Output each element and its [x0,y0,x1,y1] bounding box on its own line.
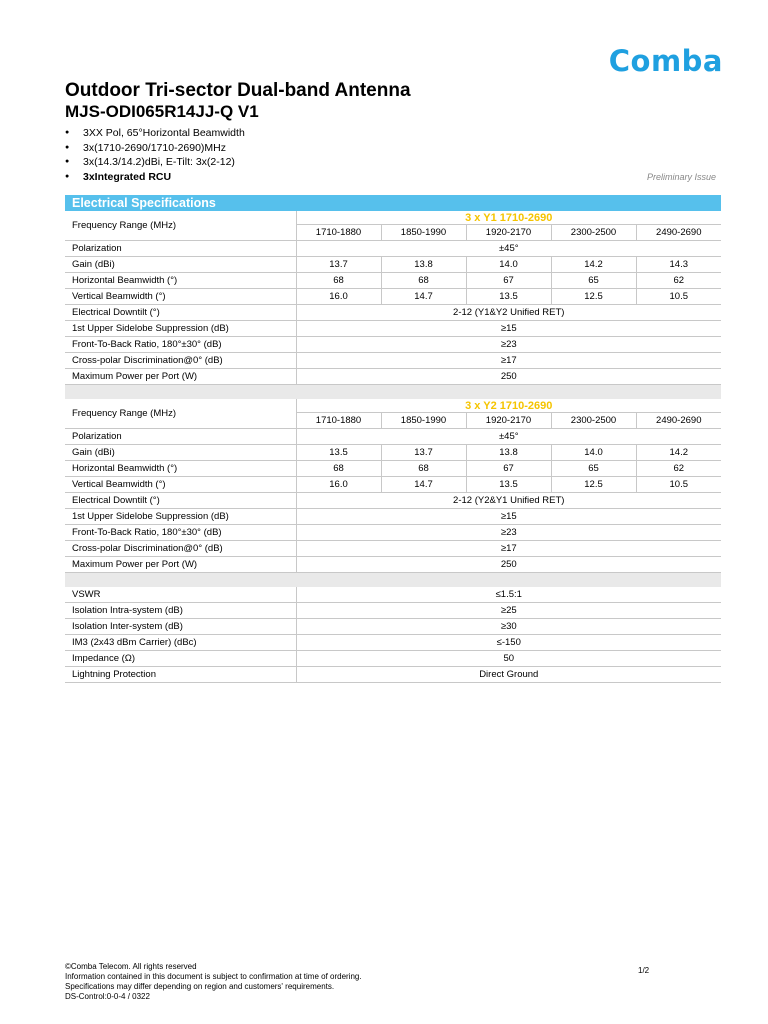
table-row [65,635,721,651]
row-label: VSWR [65,587,296,603]
row-label: Vertical Beamwidth (°) [65,289,296,305]
value-cell: 67 [466,273,551,289]
value-cell: 62 [636,273,721,289]
value-cell: ≥15 [296,509,721,525]
value-cell: 14.0 [551,445,636,461]
table-row [65,273,721,289]
table-row [65,321,721,337]
value-cell: 10.5 [636,289,721,305]
value-cell: ≥23 [296,337,721,353]
document-control: DS-Control:0-0-4 / 0322 [65,992,150,1001]
row-label: Gain (dBi) [65,257,296,273]
value-cell: ≥17 [296,353,721,369]
table-row [65,461,721,477]
value-cell: 13.8 [466,445,551,461]
table-row [65,651,721,667]
subband-cell: 2300-2500 [551,413,636,429]
row-label: Frequency Range (MHz) [65,399,296,429]
row-label: Maximum Power per Port (W) [65,369,296,385]
value-cell: 14.7 [381,289,466,305]
value-cell: 16.0 [296,477,381,493]
copyright-text: ©Comba Telecom. All rights reserved [65,962,197,971]
model-number: MJS-ODI065R14JJ-Q V1 [65,102,259,121]
table-row [65,619,721,635]
table-row [65,667,721,683]
row-label: Polarization [65,429,296,445]
row-label: Maximum Power per Port (W) [65,557,296,573]
row-label: Frequency Range (MHz) [65,211,296,241]
value-cell: 65 [551,461,636,477]
value-cell: 68 [381,273,466,289]
feature-item: ● 3XX Pol, 65°Horizontal Beamwidth [65,126,245,141]
table-spacer [65,573,721,588]
row-label: Electrical Downtilt (°) [65,305,296,321]
value-cell: ≤1.5:1 [296,587,721,603]
row-label: IM3 (2x43 dBm Carrier) (dBc) [65,635,296,651]
value-cell: 14.7 [381,477,466,493]
value-cell: 65 [551,273,636,289]
value-cell: 16.0 [296,289,381,305]
table-row [65,211,721,225]
value-cell: ≥17 [296,541,721,557]
subband-cell: 1710-1880 [296,413,381,429]
feature-item: ● 3x(14.3/14.2)dBi, E-Tilt: 3x(2-12) [65,155,245,170]
preliminary-note: Preliminary Issue [646,172,716,182]
table-spacer [65,385,721,400]
table-row [65,353,721,369]
value-cell: ≥15 [296,321,721,337]
table-row [65,509,721,525]
value-cell: 12.5 [551,289,636,305]
value-cell: ≥25 [296,603,721,619]
row-label: Front-To-Back Ratio, 180°±30° (dB) [65,525,296,541]
table-row [65,557,721,573]
table-row [65,587,721,603]
value-cell: 250 [296,557,721,573]
value-cell: Direct Ground [296,667,721,683]
document-title: Outdoor Tri-sector Dual-band Antenna [65,80,411,101]
value-cell: 2-12 (Y2&Y1 Unified RET) [296,493,721,509]
feature-item: ● 3x(1710-2690/1710-2690)MHz [65,141,245,156]
band-header: 3 x Y1 1710-2690 [296,211,721,225]
subband-cell: 1710-1880 [296,225,381,241]
table-row [65,603,721,619]
subband-cell: 2490-2690 [636,413,721,429]
value-cell: 250 [296,369,721,385]
value-cell: ≥23 [296,525,721,541]
value-cell: 12.5 [551,477,636,493]
table-row [65,477,721,493]
subband-cell: 2300-2500 [551,225,636,241]
comba-logo: Comba [608,44,723,78]
value-cell: 68 [296,273,381,289]
value-cell: 2-12 (Y1&Y2 Unified RET) [296,305,721,321]
row-label: 1st Upper Sidelobe Suppression (dB) [65,509,296,525]
row-label: 1st Upper Sidelobe Suppression (dB) [65,321,296,337]
table-row [65,525,721,541]
row-label: Isolation Intra-system (dB) [65,603,296,619]
row-label: Isolation Inter-system (dB) [65,619,296,635]
row-label: Cross-polar Discrimination@0° (dB) [65,541,296,557]
subband-cell: 1920-2170 [466,413,551,429]
value-cell: 14.2 [551,257,636,273]
row-label: Front-To-Back Ratio, 180°±30° (dB) [65,337,296,353]
table-row [65,445,721,461]
row-label: Cross-polar Discrimination@0° (dB) [65,353,296,369]
value-cell: 14.2 [636,445,721,461]
row-label: Horizontal Beamwidth (°) [65,461,296,477]
table-row [65,257,721,273]
subband-cell: 1850-1990 [381,413,466,429]
section-header: Electrical Specifications [65,195,721,211]
value-cell: 68 [381,461,466,477]
value-cell: 13.5 [466,289,551,305]
value-cell: ±45° [296,429,721,445]
footer-disclaimer: Information contained in this document is subject to confirmation at time of ordering. [65,972,362,981]
table-row [65,337,721,353]
value-cell: ≤-150 [296,635,721,651]
value-cell: 10.5 [636,477,721,493]
band-header: 3 x Y2 1710-2690 [296,399,721,413]
table-row [65,541,721,557]
value-cell: 13.5 [466,477,551,493]
table-row [65,429,721,445]
table-row [65,305,721,321]
table-row [65,493,721,509]
row-label: Vertical Beamwidth (°) [65,477,296,493]
row-label: Gain (dBi) [65,445,296,461]
value-cell: 13.8 [381,257,466,273]
value-cell: ±45° [296,241,721,257]
spec-table [65,211,721,683]
row-label: Lightning Protection [65,667,296,683]
value-cell: ≥30 [296,619,721,635]
subband-cell: 2490-2690 [636,225,721,241]
value-cell: 13.7 [381,445,466,461]
feature-item: ● 3xIntegrated RCU [65,170,245,185]
row-label: Impedance (Ω) [65,651,296,667]
value-cell: 50 [296,651,721,667]
table-row [65,289,721,305]
electrical-specifications [65,195,721,683]
value-cell: 68 [296,461,381,477]
row-label: Electrical Downtilt (°) [65,493,296,509]
page-number: 1/2 [638,966,650,975]
value-cell: 14.3 [636,257,721,273]
table-row [65,369,721,385]
row-label: Polarization [65,241,296,257]
value-cell: 13.7 [296,257,381,273]
subband-cell: 1850-1990 [381,225,466,241]
footer [65,962,362,1002]
row-label: Horizontal Beamwidth (°) [65,273,296,289]
value-cell: 14.0 [466,257,551,273]
feature-list [65,126,245,184]
footer-disclaimer: Specifications may differ depending on region and customers' requirements. [65,982,335,991]
value-cell: 13.5 [296,445,381,461]
table-row [65,241,721,257]
subband-cell: 1920-2170 [466,225,551,241]
value-cell: 67 [466,461,551,477]
table-row [65,399,721,413]
value-cell: 62 [636,461,721,477]
